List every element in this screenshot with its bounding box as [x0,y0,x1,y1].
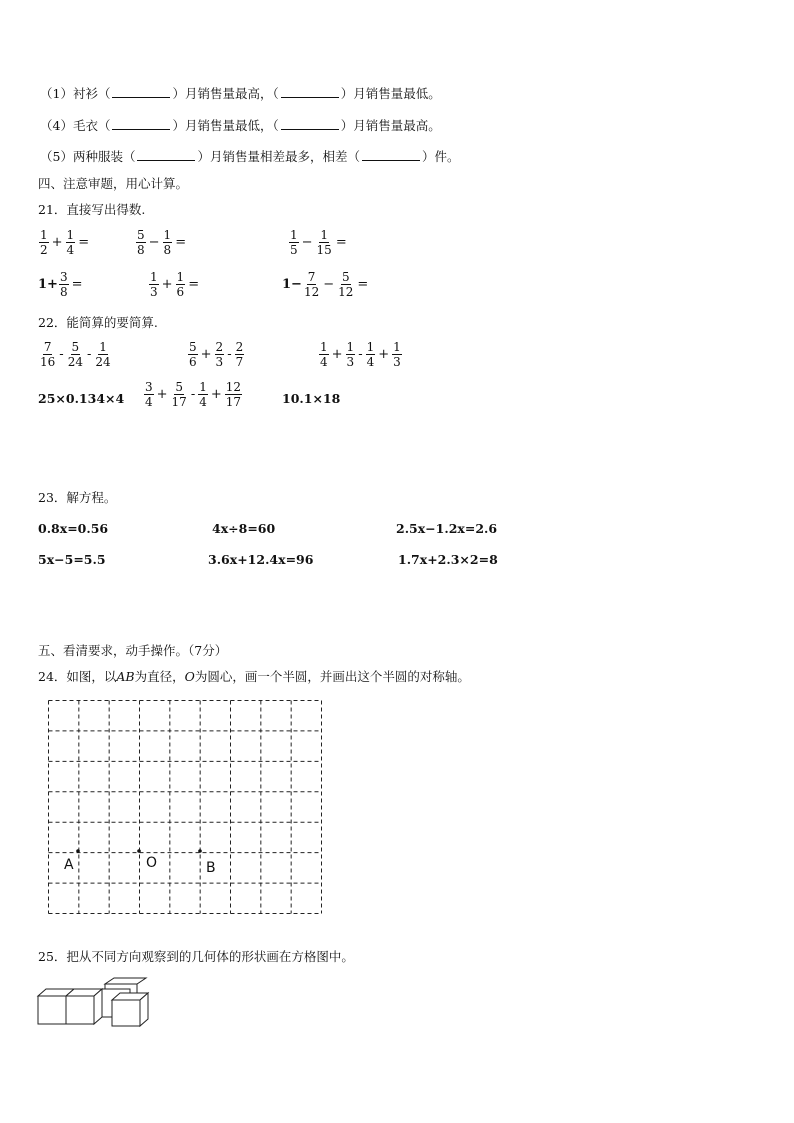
fraction: $\frac{7}{12}$ [303,270,320,299]
answer-blank [112,119,170,130]
q22-expr-5: $\frac{3}{4}$ + $\frac{5}{17}$ - $\frac{1}{4}$ + $\frac{12}{17}$ [145,380,242,409]
answer-blank [281,119,339,130]
q1-text-b: ）月销售量最高，（ [172,86,279,101]
fraction: $\frac{5}{8}$ [137,228,145,257]
section-5-heading: 五、看清要求，动手操作。（7分） [38,643,228,658]
q5-text-a: （5）两种服装（ [40,149,136,164]
q21-expr-3: $\frac{1}{5}$ − $\frac{1}{15}$ = [290,228,347,257]
q22-expr-3: $\frac{1}{4}$ + $\frac{1}{3}$ - $\frac{1}{4}$ + $\frac{1}{3}$ [320,340,401,369]
q21-expr-5: $\frac{1}{3}$ + $\frac{1}{6}$ = [150,270,200,299]
q4-text-c: ）月销售量最高。 [340,118,441,133]
answer-blank [112,87,170,98]
fraction: $\frac{1}{6}$ [176,270,185,299]
question-5-line [40,147,460,165]
q21-expr-6: 1− $\frac{7}{12}$ − $\frac{5}{12}$ = [282,270,369,299]
q23-title: 23．解方程。 [38,490,117,505]
answer-blank [281,87,339,98]
q21-expr-4: 1+ $\frac{3}{8}$ = [38,270,83,299]
q1-text-c: ）月销售量最低。 [340,86,441,101]
fraction: $\frac{1}{3}$ [150,270,158,299]
cube-figure [36,976,152,1028]
q1-text-a: （1）衬衫（ [40,86,111,101]
q23-eq-6: 1.7x+2.3×2=8 [398,552,498,567]
q5-text-c: ）件。 [421,149,460,164]
answer-blank [137,150,195,161]
q25-title: 25．把从不同方向观察到的几何体的形状画在方格图中。 [38,949,354,964]
fraction: $\frac{3}{8}$ [59,270,68,299]
fraction: $\frac{1}{5}$ [290,228,298,257]
point-o [137,849,141,853]
q22-expr-2: $\frac{5}{6}$ + $\frac{2}{3}$ - $\frac{2}{7}$ [189,340,244,369]
question-1-line [40,84,441,102]
fraction: $\frac{1}{2}$ [40,228,48,257]
q21-expr-1: $\frac{1}{2}$ + $\frac{1}{4}$ = [40,228,90,257]
q23-eq-5: 3.6x+12.4x=96 [208,552,314,567]
q21-expr-2: $\frac{5}{8}$ − $\frac{1}{8}$ = [137,228,187,257]
q4-text-a: （4）毛衣（ [40,118,111,133]
point-a [76,849,80,853]
q22-expr-1: $\frac{7}{16}$ - $\frac{5}{24}$ - $\frac{1}{24}$ [40,340,111,369]
q24-title: 24．如图，以AB为直径，O为圆心，画一个半圆，并画出这个半圆的对称轴。 [38,669,470,684]
q4-text-b: ）月销售量最低，（ [172,118,279,133]
q22-expr-6: 10.1×18 [282,391,341,406]
q23-eq-3: 2.5x−1.2x=2.6 [396,521,498,536]
q23-eq-1: 0.8x=0.56 [38,521,109,536]
q22-expr-4: 25×0.134×4 [38,391,125,406]
fraction: $\frac{1}{15}$ [316,228,332,257]
q23-eq-4: 5x−5=5.5 [38,552,106,567]
dashed-grid [48,700,322,914]
answer-blank [362,150,420,161]
q21-title: 21．直接写出得数. [38,202,146,217]
fraction: $\frac{5}{12}$ [338,270,354,299]
q22-title: 22．能简算的要简算. [38,315,158,330]
label-o: O [146,855,158,871]
grid-svg [48,700,322,914]
label-b: B [206,860,216,876]
point-b [198,849,202,853]
q23-eq-2: 4x÷8=60 [212,521,276,536]
q5-text-b: ）月销售量相差最多，相差（ [197,149,360,164]
fraction: $\frac{1}{4}$ [66,228,75,257]
section-4-heading: 四、注意审题，用心计算。 [38,176,189,191]
fraction: $\frac{1}{8}$ [163,228,172,257]
label-a: A [64,857,74,873]
question-4-line [40,116,441,134]
